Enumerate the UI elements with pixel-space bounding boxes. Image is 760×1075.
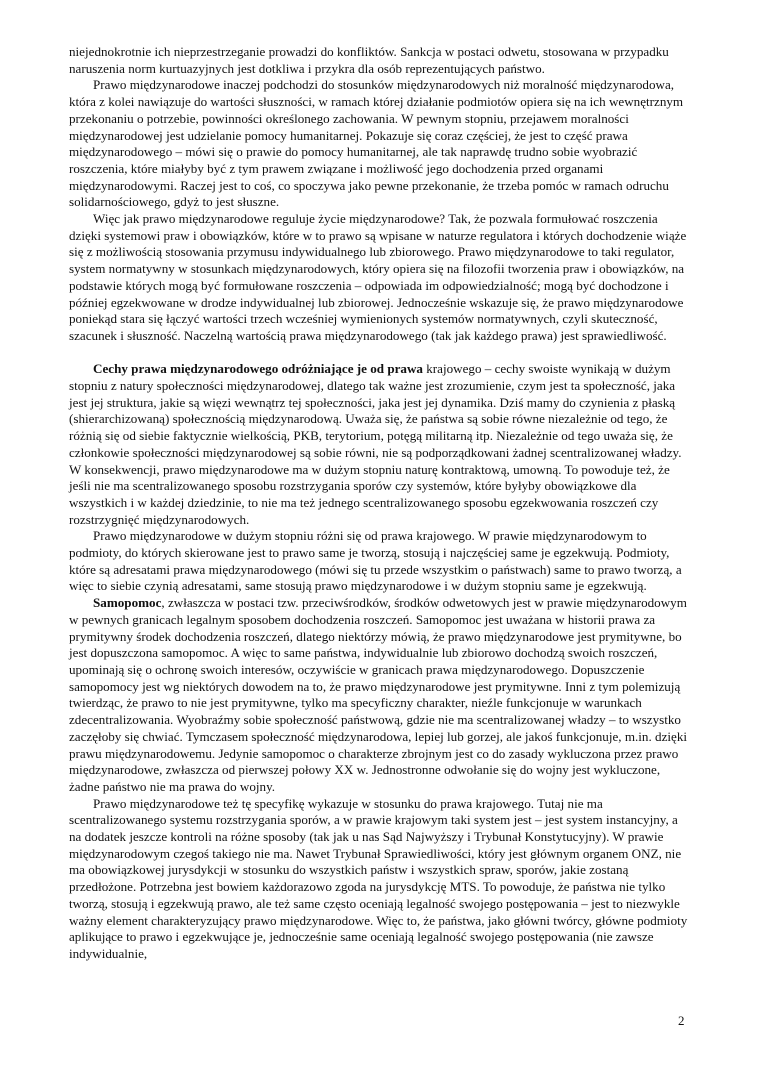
paragraph-7: [69, 796, 691, 963]
page-number: 2: [678, 1013, 685, 1028]
paragraph-5: [69, 528, 691, 595]
paragraph-3: [69, 211, 691, 345]
document-page: [69, 44, 691, 963]
paragraph-4-text: krajowego – cechy swoiste wynikają w dużym stopniu z natury społeczności międzynarodowej, dlatego tak ważne jest zrozumienie, czym jest ta społeczność, jaka jest jej struktura, jakie są więzi wewnątrz tej społeczności, jaka jest jej dynamika. Dziś mamy do czynienia z płaską (shierarchizowaną) społecznością międzynarodową. Uważa się, że państwa są sobie równe niezależnie od tego, że różnią się od siebie faktycznie wielkością, PKB, terytorium, potęgą militarną itp. Niezależnie od tego uważa się, że członkowie społeczności międzynarodowej są sobie równi, nie są podporządkowani żadnej scentralizowanej władzy. W konsekwencji, prawo międzynarodowe ma w dużym stopniu naturę kontraktową, umowną. To powoduje też, że jeśli nie ma scentralizowanego sposobu rozstrzygania sporów czy systemów, które byłyby obowiązkowe dla wszystkich i w każdej dziedzinie, to nie ma też jednego scentralizowanego sposobu egzekwowania roszczeń czy rozstrzygnięć międzynarodowych.: [69, 361, 682, 527]
paragraph-2: [69, 77, 691, 211]
paragraph-6: [69, 595, 691, 795]
paragraph-4: [69, 361, 691, 528]
paragraph-1-text: niejednokrotnie ich nieprzestrzeganie prowadzi do konfliktów. Sankcja w postaci odwetu, stosowana w przypadku naruszenia norm kurtuazyjnych jest dotkliwa i przykra dla osób reprezentujących państwo.: [69, 44, 669, 76]
paragraph-2-text: Prawo międzynarodowe inaczej podchodzi do stosunków międzynarodowych niż moralność międzynarodowa, która z kolei nawiązuje do wartości słuszności, w ramach której działanie podmiotów opiera się na ich wewnętrznym przekonaniu o potrzebie, powinności określonego zachowania. W pewnym stopniu, przejawem moralności międzynarodowej jest udzielanie pomocy humanitarnej. Pokazuje się coraz częściej, że jest to część prawa międzynarodowego – mówi się o prawie do pomocy humanitarnej, ale tak naprawdę trudno sobie wyobrazić roszczenia, które miałyby być z tym prawem związane i możliwość jego dochodzenia przed organami międzynarodowymi. Raczej jest to coś, co spoczywa jako pewne przekonanie, że trzeba pomóc w ramach odruchu solidarnościowego, gdyż to jest słuszne.: [69, 77, 684, 210]
paragraph-7-text: Prawo międzynarodowe też tę specyfikę wykazuje w stosunku do prawa krajowego. Tutaj nie ma scentralizowanego systemu rozstrzygania sporów, a w prawie krajowym taki system jest – jest system instancyjny, a na dodatek jeszcze kontroli na różne sposoby (tak jak u nas Sąd Najwyższy i Trybunał Konstytucyjny). W prawie międzynarodowym czegoś takiego nie ma. Nawet Trybunał Sprawiedliwości, który jest głównym organem ONZ, nie ma obowiązkowej jurysdykcji w stosunku do wszystkich państw i wszystkich spraw, sporów, jakie zostaną przedłożone. Potrzebna jest bowiem każdorazowo zgoda na jurysdykcję MTS. To powoduje, że państwa nie tylko tworzą, stosują i egzekwują prawo, ale też same często oceniają legalność swojego postępowania – jest to niezwykle ważny element charakteryzujący prawo międzynarodowe. Więc to, że państwa, jako główni twórcy, główne podmioty aplikujące to prawo i egzekwujące je, jednocześnie same oceniają legalność swojego postępowania (nie zawsze indywidualnie,: [69, 795, 688, 961]
paragraph-6-text: , zwłaszcza w postaci tzw. przeciwśrodków, środków odwetowych jest w prawie międzynarodowym w pewnych granicach legalnym sposobem dochodzenia roszczeń. Samopomoc jest uważana w historii prawa za prymitywny środek dochodzenia roszczeń, dlatego niektórzy mówią, że prawo międzynarodowe jest prymitywne, bo jest dopuszczona samopomoc. A więc to same państwa, indywidualnie lub zbiorowo dochodzą swoich roszczeń, upominają się o ochronę swoich interesów, oczywiście w granicach prawa międzynarodowego. Dopuszczenie samopomocy jest wg niektórych dowodem na to, że prawo międzynarodowe jest prymitywne. Inni z tym polemizują twierdząc, że prawo to nie jest prymitywne, tylko ma specyficzny charakter, nieźle funkcjonuje w warunkach zdecentralizowania. Wyobraźmy sobie społeczność państwową, gdzie nie ma scentralizowanej władzy – to wszystko zaczęłoby się chwiać. Tymczasem społeczność międzynarodowa, lepiej lub gorzej, ale jakoś funkcjonuje, m.in. dzięki prawu międzynarodowemu. Jedynie samopomoc o charakterze zbrojnym jest co do zasady wykluczona przez prawo międzynarodowe, zwłaszcza od pierwszej połowy XX w. Jednostronne odwołanie się do wojny jest wykluczone, żadne państwo nie ma prawa do wojny.: [69, 595, 688, 794]
paragraph-1: [69, 44, 691, 77]
paragraph-3-text: Więc jak prawo międzynarodowe reguluje życie międzynarodowe? Tak, że pozwala formułować roszczenia dzięki systemowi praw i obowiązków, które w to prawo są wpisane w naturze regulatora i których dochodzenie wiąże się z możliwością stosowania przymusu indywidualnego lub zbiorowego. Prawo międzynarodowe to taki regulator, system normatywny w stosunkach międzynarodowych, który opiera się na filozofii tworzenia praw i obowiązków, na podstawie których mogą być formułowane roszczenia – odpowiada im odpowiedzialność; mogą być dochodzone i później egzekwowane w drodze indywidualnej lub zbiorowej. Jednocześnie wskazuje się, że prawo międzynarodowe poniekąd stara się łączyć wartości trzech wcześniej wymienionych systemów normatywnych, czyli skuteczność, szacunek i słuszność. Naczelną wartością prawa międzynarodowego (tak jak każdego prawa) jest sprawiedliwość.: [69, 211, 687, 343]
paragraph-5-text: Prawo międzynarodowe w dużym stopniu różni się od prawa krajowego. W prawie międzynarodowym to podmioty, do których skierowane jest to prawo same je tworzą, stosują i najczęściej same je egzekwują. Podmioty, które są adresatami prawa międzynarodowego (mówi się tu przede wszystkim o państwach) same to prawo tworzą, a więc to siebie czynią adresatami, same stosują prawo międzynarodowe i w dużym stopniu same je egzekwują.: [69, 528, 682, 594]
paragraph-6-heading: Samopomoc: [93, 595, 162, 611]
paragraph-4-heading: Cechy prawa międzynarodowego odróżniające je od prawa: [93, 361, 423, 377]
